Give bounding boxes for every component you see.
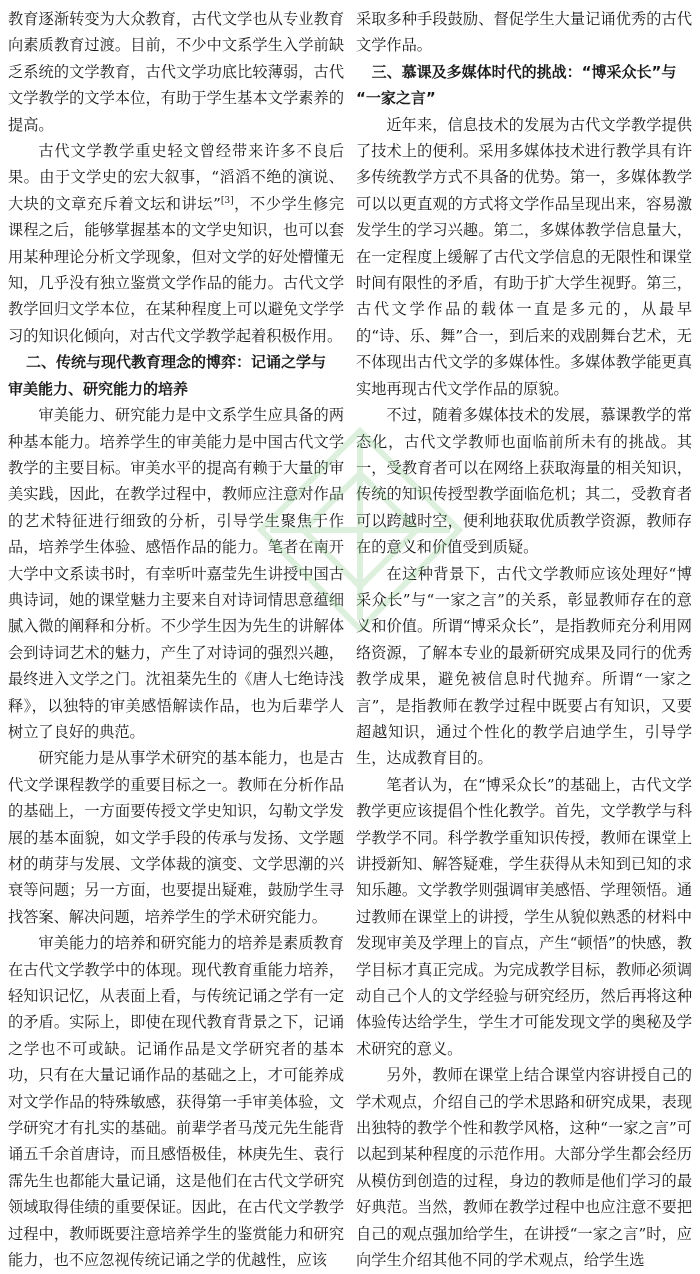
paragraph-personalized-teaching: 笔者认为，在“博采众长”的基础上，古代文学教学更应该提倡个性化教学。首先，文学教学与科学教学不同。科学教学重知识传授，教师在课堂上讲授新知、解答疑难，学生获得从未知到已知的求知乐趣。文学教学则强调审美感悟、学理领悟。通过教师在课堂上的讲授，学生从貌似熟悉的材料中发现审美及学理上的盲点，产生“顿悟”的快感，教学目标才真正完成。为完成教学目标，教师必须调动自己个人的文学经验与研究经历，然后再将这种体验传达给学生，学生才可能发现文学的奥秘及学术研究的意义。 xyxy=(356,775,692,1058)
heading-line-2: 审美能力、研究能力的培养 xyxy=(8,379,189,398)
paragraph-mooc-challenge: 不过，随着多媒体技术的发展，慕课教学的常态化，古代文学教师也面临前所未有的挑战。其一，受教育者可以在网络上获取海量的相关知识，传统的知识传授型教学面临危机；其二，受教育者可以跨越时空，便利地获取优质教学资源，教师存在的意义和价值受到质疑。 xyxy=(356,406,692,557)
paragraph-recitation-continued: 采取多种手段鼓励、督促学生大量记诵优秀的古代文学作品。 xyxy=(356,10,692,55)
heading-line-2: “一家之言” xyxy=(356,89,436,108)
paragraph-intro-continued: 教育逐渐转变为大众教育，古代文学也从专业教育向素质教育过渡。目前，不少中文系学生入学前缺乏系统的文学教育，古代文学功底比较薄弱，古代文学教学的文学本位，有助于学生基本文学素养的提高。 xyxy=(8,10,344,134)
paragraph-background: 在这种背景下，古代文学教师应该处理好“博采众长”与“一家之言”的关系，彰显教师存在的意义和价值。所谓“博采众长”，是指教师充分利用网络资源，了解本专业的最新研究成果及同行的优秀教学成果，避免被信息时代抛弃。所谓“一家之言”，是指教师在教学过程中既要占有知识，又要超越知识，通过个性化的教学启迪学生，引导学生，达成教育目的。 xyxy=(356,564,692,768)
paragraph-literature-history xyxy=(8,138,344,349)
heading-line-1: 二、传统与现代教育理念的博弈：记诵之学与 xyxy=(25,353,326,372)
paragraph-multimedia: 近年来，信息技术的发展为古代文学教学提供了技术上的便利。采用多媒体技术进行教学具有许多传统教学方式不具备的优势。第一，多媒体教学可以以更直观的方式将文学作品呈现出来，容易激发学生的学习兴趣。第二，多媒体教学信息量大，在一定程度上缓解了古代文学信息的无限性和课堂时间有限性的矛盾，有助于扩大学生视野。第三，古代文学作品的载体一直是多元的，从最早的“诗、乐、舞”合一，到后来的戏剧舞台艺术，无不体现出古代文学的多媒体性。多媒体教学能更真实地再现古代文学作品的原貌。 xyxy=(356,115,692,398)
paragraph-text-b: ，不少学生修完课程之后，能够掌握基本的文学史知识，也可以套用某种理论分析文学现象，但对文学的好处懵懂无知，几乎没有独立鉴赏文学作品的能力。古代文学教学回归文学本位，在某种程度上可以避免文学学习的知识化倾向，对古代文学教学起着积极作用。 xyxy=(8,194,345,345)
section-heading-3 xyxy=(356,59,692,112)
heading-line-1: 三、慕课及多媒体时代的挑战：“博采众长”与 xyxy=(371,62,677,81)
paragraph-aesthetic-ability: 审美能力、研究能力是中文系学生应具备的两种基本能力。培养学生的审美能力是中国古代文学教学的主要目标。审美水平的提高有赖于大量的审美实践，因此，在教学过程中，教师应注意对作品的艺术特征进行细致的分析，引导学生聚焦于作品，培养学生体验、感悟作品的能力。笔者在南开大学中文系读书时，有幸听叶嘉莹先生讲授中国古典诗词，她的课堂魅力主要来自对诗词情思意蕴细腻入微的阐释和分析。不少学生因为先生的讲解体会到诗词艺术的魅力，产生了对诗词的强烈兴趣，最终进入文学之门。沈祖棻先生的《唐人七绝诗浅释》，以独特的审美感悟解读作品，也为后辈学人树立了良好的典范。 xyxy=(8,406,344,741)
paragraph-own-views: 另外，教师在课堂上结合课堂内容讲授自己的学术观点，介绍自己的学术思路和研究成果，表现出独特的教学个性和教学风格，这种“一家之言”可以起到某种程度的示范作用。大部分学生都会经历从模仿到创造的过程，身边的教师是他们学习的最好典范。当然，教师在教学过程中也应注意不要把自己的观点强加给学生，在讲授“一家之言”时，应向学生介绍其他不同的学术观点，给学生选 xyxy=(356,1066,692,1270)
left-column xyxy=(8,6,345,1270)
paragraph-recitation: 审美能力的培养和研究能力的培养是素质教育在古代文学教学中的体现。现代教育重能力培养，轻知识记忆，从表面上看，与传统记诵之学有一定的矛盾。实际上，即使在现代教育背景之下，记诵之学也不可或缺。记诵作品是文学研究者的基本功，只有在大量记诵作品的基础之上，才可能养成对文学作品的特殊敏感，获得第一手审美体验，文学研究才有扎实的基础。前辈学者马茂元先生能背诵五千余首唐诗，而且感悟极佳，林庚先生、袁行霈先生也都能大量记诵，这是他们在古代文学研究领域取得佳绩的重要保证。因此，在古代文学教学过程中，教师既要注意培养学生的鉴赏能力和研究能力，也不应忽视传统记诵之学的优越性，应该 xyxy=(8,934,344,1270)
paragraph-text-a: 古代文学教学重史轻文曾经带来许多不良后果。由于文学史的宏大叙事，“滔滔不绝的演说、大块的文章充斥着文坛和讲坛” xyxy=(8,142,344,213)
right-column xyxy=(356,6,692,1270)
citation-ref: [3] xyxy=(220,195,234,206)
section-heading-2 xyxy=(8,349,344,402)
paragraph-research-ability: 研究能力是从事学术研究的基本能力，也是古代文学课程教学的重要目标之一。教师在分析作品的基础上，一方面要传授文学史知识，勾勒文学发展的基本面貌，如文学手段的传承与发扬、文学题材的萌芽与发展、文学体裁的演变、文学思潮的兴衰等问题；另一方面，也要提出疑难，鼓励学生寻找答案、解决问题，培养学生的学术研究能力。 xyxy=(8,749,344,926)
